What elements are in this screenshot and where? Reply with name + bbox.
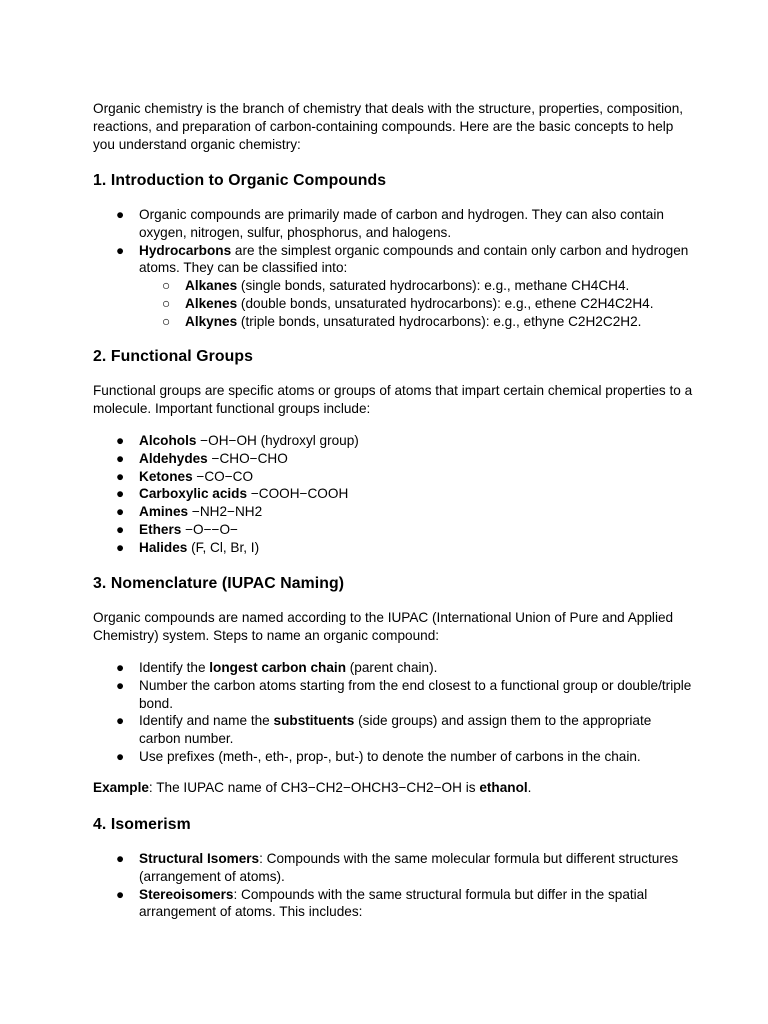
section-3-paragraph: Organic compounds are named according to the IUPAC (International Union of Pure and Applied Chemistry) system. Steps to name an organic compound: [93,610,674,643]
bullet: ● [116,521,125,537]
example-answer: ethanol [479,780,528,795]
list-item [93,748,693,766]
naming-steps-list [93,659,693,766]
example-paragraph [93,779,693,797]
bullet: ● [116,713,125,729]
list-item [93,659,693,677]
bullet: ● [116,886,125,902]
list-item-text: Identify the [139,660,210,675]
sublist-item [139,313,693,331]
list-item-text: : Compounds with the same molecular formula but different structures (arrangement of atoms). [139,851,679,884]
bullet: ● [116,851,125,866]
bullet: ● [116,677,125,693]
term: Ethers [139,521,182,537]
bullet: ● [116,504,125,520]
term: longest carbon chain [209,660,346,675]
term: Structural Isomers [139,851,260,866]
bullet: ● [116,207,125,222]
list-item-text: Use prefixes (meth-, eth-, prop-, but-) to denote the number of carbons in the chain. [139,748,641,764]
list-item-text: (side groups) and assign them to the appropriate carbon number. [139,713,652,747]
list-item-text: Identify and name the [139,713,274,729]
list-item [93,242,693,331]
term: Alcohols [139,433,197,448]
sublist-item [139,295,693,313]
sublist-item [139,277,693,295]
isomerism-list [93,850,693,921]
list-item-text: −CHO−CHO [207,450,288,466]
bullet: ● [116,468,125,484]
term: Stereoisomers [139,886,234,902]
intro-paragraph: Organic chemistry is the branch of chemistry that deals with the structure, properties, composition, reactions, and preparation of carbon-containing compounds. Here are the basic concepts to help you understand organic chemistry: [93,101,684,152]
list-item-text: (F, Cl, Br, I) [187,539,260,555]
term: Carboxylic acids [139,486,248,502]
list-item [93,539,693,557]
term: Hydrocarbons [139,242,232,258]
term: Halides [139,539,188,555]
functional-groups-list [93,432,693,557]
bullet: ● [116,539,125,555]
sub-bullet: ○ [162,295,171,311]
list-item-text: : Compounds with the same structural formula but differ in the spatial arrangement of atoms. This includes: [139,886,648,920]
list-item [93,850,693,886]
sub-bullet: ○ [162,278,171,294]
list-item-text: −COOH−COOH [247,486,349,502]
list-item-text: Organic compounds are primarily made of carbon and hydrogen. They can also contain oxygen, nitrogen, sulfur, phosphorus, and halogens. [139,207,664,240]
term: Alkynes [185,313,238,329]
list-item [93,677,693,713]
list-item-text: −OH−OH (hydroxyl group) [196,433,359,448]
list-item [93,886,693,922]
hydrocarbon-sublist [139,277,693,330]
bullet: ● [116,450,125,466]
section-1-list [93,206,693,331]
list-item-text: −O−−O− [181,521,238,537]
example-label: Example [93,780,149,795]
term: Amines [139,504,189,520]
example-end: . [527,780,532,795]
list-item [93,432,693,450]
list-item-text: are the simplest organic compounds and contain only carbon and hydrogen atoms. They can be classified into: [139,242,689,276]
bullet: ● [116,433,125,448]
bullet: ● [116,660,125,675]
section-3-heading: 3. Nomenclature (IUPAC Naming) [93,575,345,592]
list-item [93,712,693,748]
term: Aldehydes [139,450,208,466]
list-item-text: Number the carbon atoms starting from the end closest to a functional group or double/triple bond. [139,677,692,711]
section-1-heading: 1. Introduction to Organic Compounds [93,172,387,189]
list-item [93,503,693,521]
term: Ketones [139,468,193,484]
list-item [93,521,693,539]
sublist-item-text: (single bonds, saturated hydrocarbons): e.g., methane CH4CH4. [237,278,630,294]
bullet: ● [116,748,125,764]
section-2-heading: 2. Functional Groups [93,348,253,365]
sublist-item-text: (double bonds, unsaturated hydrocarbons): e.g., ethene C2H4C2H4. [237,295,654,311]
list-item [93,206,693,242]
term: substituents [273,713,355,729]
bullet: ● [116,242,125,258]
list-item-text: −NH2−NH2 [188,504,263,520]
list-item [93,485,693,503]
list-item-text: (parent chain). [346,660,438,675]
term: Alkanes [185,278,238,294]
term: Alkenes [185,295,238,311]
list-item [93,450,693,468]
bullet: ● [116,486,125,502]
section-2-paragraph: Functional groups are specific atoms or groups of atoms that impart certain chemical properties to a molecule. Important functional groups include: [93,383,693,416]
section-4-heading: 4. Isomerism [93,816,191,833]
list-item [93,468,693,486]
sublist-item-text: (triple bonds, unsaturated hydrocarbons): e.g., ethyne C2H2C2H2. [237,313,642,329]
sub-bullet: ○ [162,313,171,329]
list-item-text: −CO−CO [192,468,254,484]
example-text: : The IUPAC name of CH3−CH2−OHCH3−CH2−OH is [148,780,480,795]
